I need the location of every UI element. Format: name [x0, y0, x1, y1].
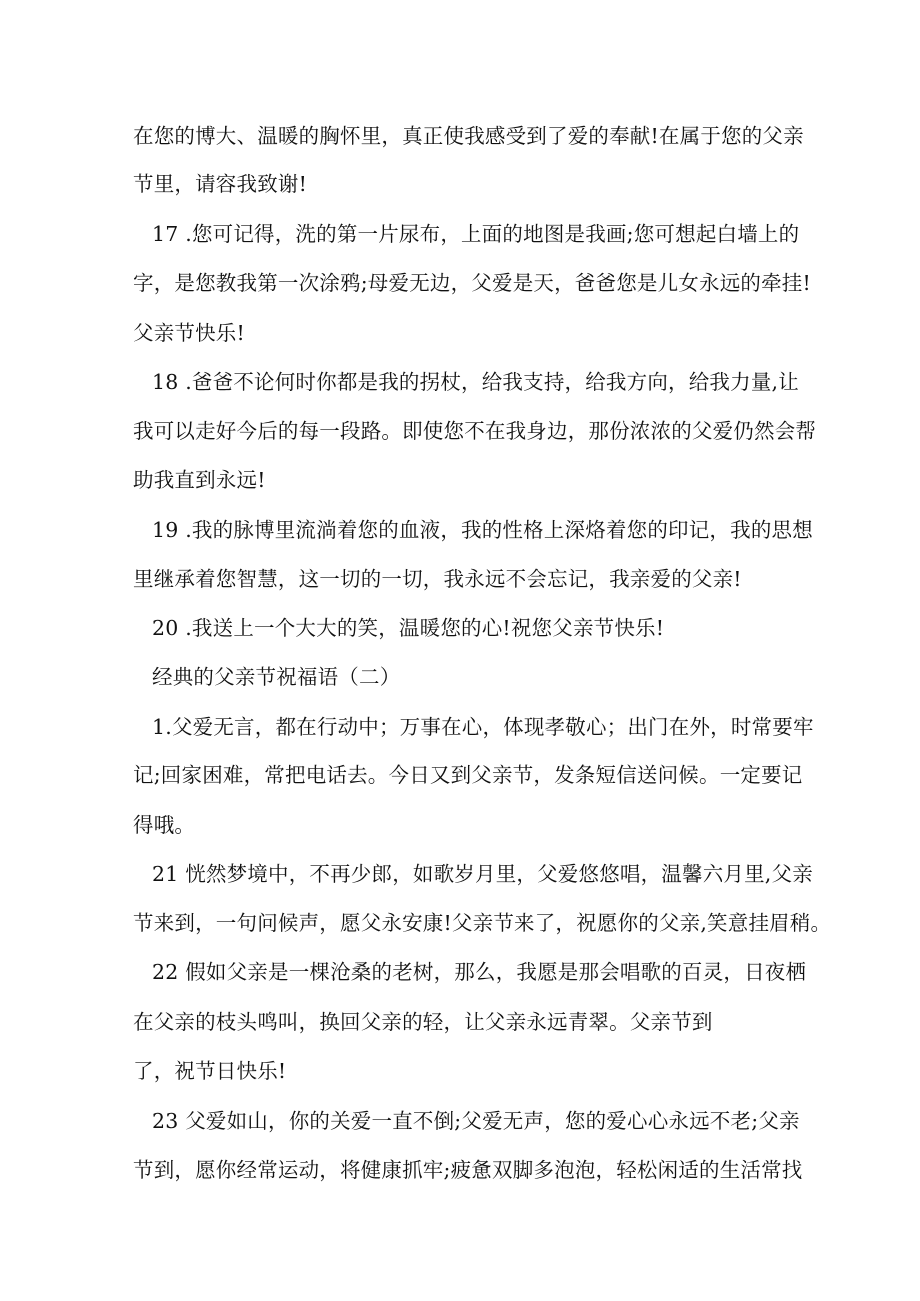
text-line: 在您的博大、温暖的胸怀里，真正使我感受到了爱的奉献!在属于您的父亲: [133, 124, 804, 148]
text-line: 20 .我送上一个大大的笑，温暖您的心!祝您父亲节快乐!: [152, 616, 665, 640]
text-line: 1.父爱无言，都在行动中；万事在心，体现孝敬心；出门在外，时常要牢: [152, 715, 814, 739]
text-line: 节来到，一句问候声，愿父永安康!父亲节来了，祝愿你的父亲,笑意挂眉稍。: [133, 911, 832, 935]
text-line: 助我直到永远!: [133, 468, 266, 492]
text-line: 里继承着您智慧，这一切的一切，我永远不会忘记，我亲爱的父亲!: [133, 567, 742, 591]
text-line: 节到，愿你经常运动，将健康抓牢;疲惫双脚多泡泡，轻松闲适的生活常找: [133, 1158, 803, 1182]
text-line: 了，祝节日快乐!: [133, 1059, 287, 1083]
text-line: 字，是您教我第一次涂鸦;母爱无边，父爱是天，爸爸您是儿女永远的牵挂!: [133, 271, 811, 295]
section-heading: 经典的父亲节祝福语（二）: [152, 665, 401, 689]
text-line: 节里，请容我致谢!: [133, 172, 308, 196]
text-line: 父亲节快乐!: [133, 321, 245, 345]
text-line: 18 .爸爸不论何时你都是我的拐杖，给我支持，给我方向，给我力量,让: [152, 370, 799, 394]
text-line: 21 恍然梦境中，不再少郎，如歌岁月里，父爱悠悠唱，温馨六月里,父亲: [152, 862, 813, 886]
text-line: 22 假如父亲是一棵沧桑的老树，那么，我愿是那会唱歌的百灵，日夜栖: [152, 960, 807, 984]
text-line: 在父亲的枝头鸣叫，换回父亲的轻，让父亲永远青翠。父亲节到: [133, 1010, 713, 1034]
text-line: 19 .我的脉博里流淌着您的血液，我的性格上深烙着您的印记，我的思想: [152, 518, 813, 542]
text-line: 记;回家困难，常把电话去。今日又到父亲节，发条短信送问候。一定要记: [133, 763, 803, 787]
text-line: 我可以走好今后的每一段路。即使您不在我身边，那份浓浓的父爱仍然会帮: [133, 419, 817, 443]
text-line: 得哦。: [133, 813, 196, 837]
text-line: 23 父爱如山，你的关爱一直不倒;父爱无声，您的爱心心永远不老;父亲: [152, 1109, 800, 1133]
text-line: 17 .您可记得，洗的第一片尿布，上面的地图是我画;您可想起白墙上的: [152, 222, 800, 246]
